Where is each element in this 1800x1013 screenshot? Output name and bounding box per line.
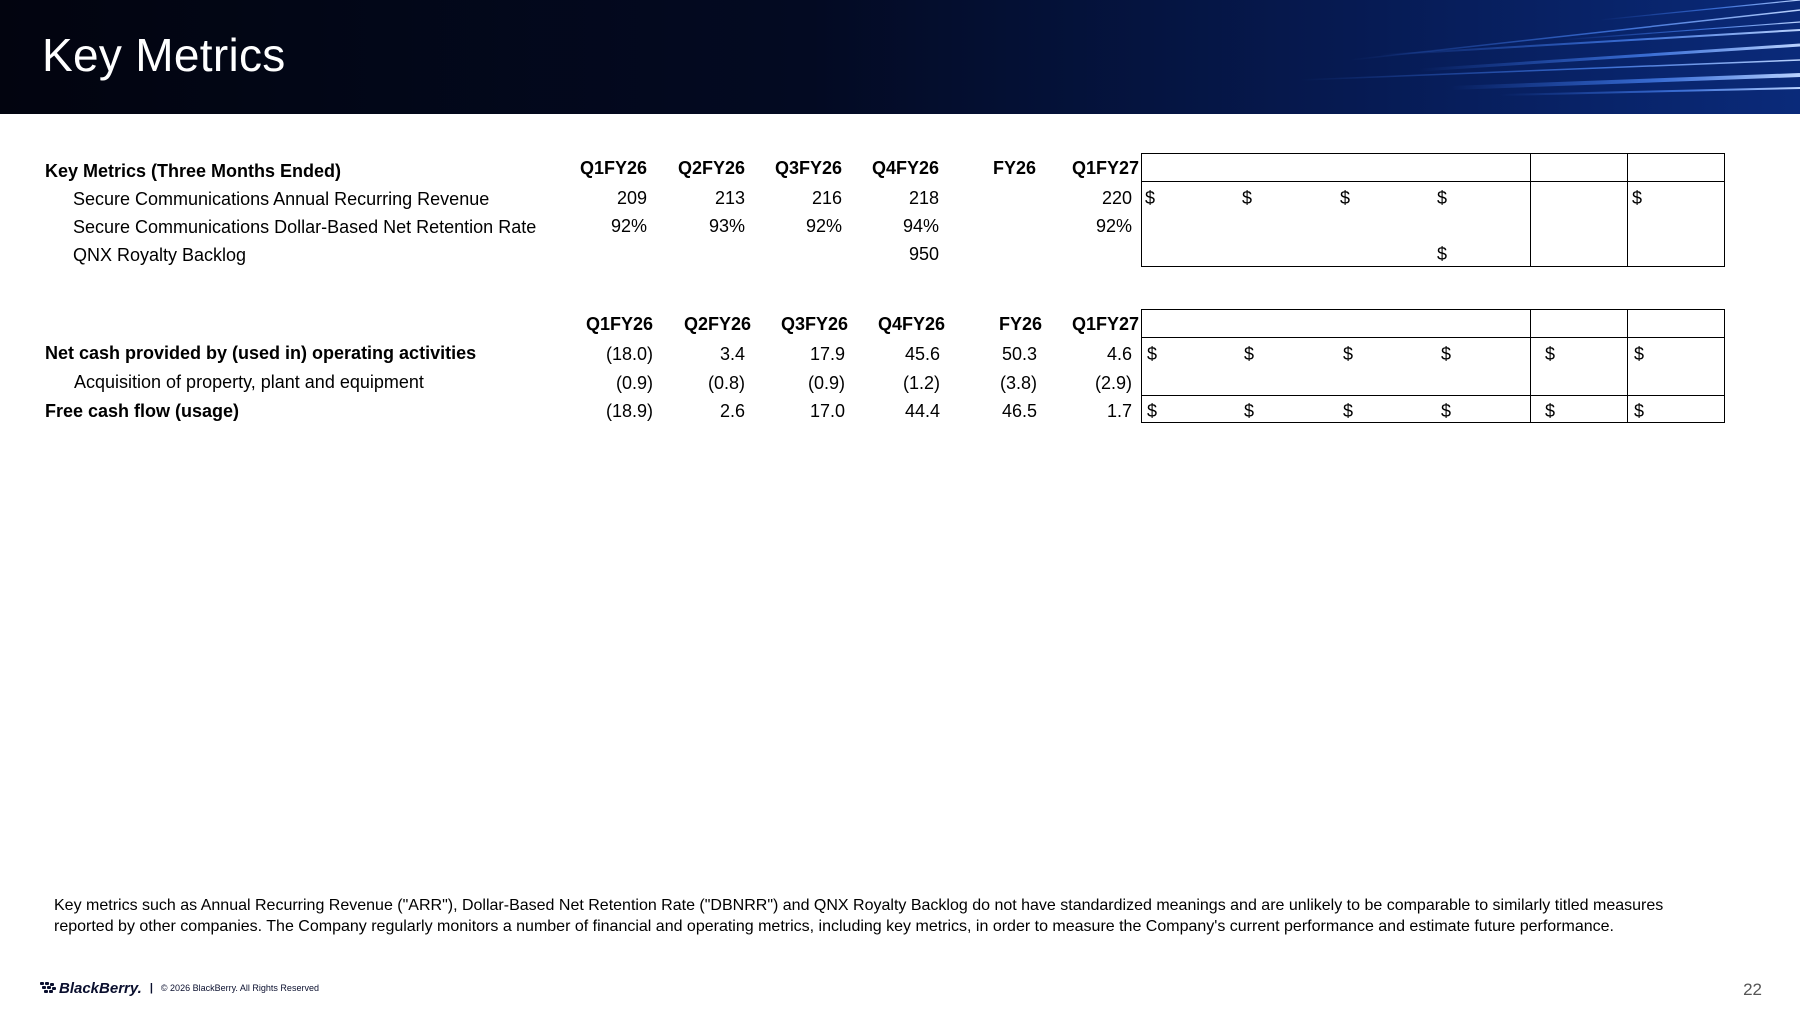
table1-fy-divider-left <box>1530 153 1531 267</box>
table2-dollar-sign: $ <box>1244 401 1255 421</box>
table2-cell-value: 45.6 <box>904 344 940 364</box>
table2-cell-value: 4.6 <box>1106 344 1132 364</box>
table2-dollar-sign: $ <box>1441 344 1452 364</box>
table2-cell-value: (0.9) <box>807 373 845 393</box>
table1-dollar-sign: $ <box>1242 188 1253 208</box>
table1-column-header: Q4FY26 <box>871 158 939 178</box>
table1-frame <box>1141 153 1725 267</box>
table1-cell-value: 209 <box>616 188 647 208</box>
table1-cell-value: 93% <box>708 216 745 236</box>
table2-subtotal-divider <box>1141 395 1725 396</box>
table2-cell-value: 46.5 <box>1001 401 1037 421</box>
table2-cell-value: 3.4 <box>719 344 745 364</box>
table2-cell-value: 50.3 <box>1001 344 1037 364</box>
table2-column-header: Q3FY26 <box>780 314 848 334</box>
table2-dollar-sign: $ <box>1244 344 1255 364</box>
table1-column-header: Q1FY26 <box>579 158 647 178</box>
table1-cell-value: 92% <box>1095 216 1132 236</box>
table1-column-header: FY26 <box>992 158 1036 178</box>
table1-header-divider <box>1141 181 1725 182</box>
footnote-text: Key metrics such as Annual Recurring Revenue ("ARR"), Dollar-Based Net Retention Rate ("DBNRR") and QNX Royalty Backlog do not have standardized meanings and are unlikely to be comparable to similarly titled measures reported by other companies. The Company regularly monitors a number of financial and operating metrics, including key metrics, in order to measure the Company's current performance and estimate future performance. <box>54 897 1664 935</box>
table2-dollar-sign: $ <box>1343 401 1354 421</box>
table2-cell-value: 44.4 <box>904 401 940 421</box>
blackberry-logo <box>40 978 319 998</box>
table1-cell-value: 94% <box>902 216 939 236</box>
table1-dollar-sign: $ <box>1437 188 1448 208</box>
table2-dollar-sign: $ <box>1343 344 1354 364</box>
table1-fy-divider-right <box>1627 153 1628 267</box>
row-label-dbnrr: Secure Communications Dollar-Based Net Retention Rate <box>73 217 537 237</box>
table1-dollar-sign: $ <box>1145 188 1156 208</box>
table1-column-header: Q2FY26 <box>677 158 745 178</box>
table1-cell-value: 216 <box>811 188 842 208</box>
table2-dollar-sign: $ <box>1634 401 1645 421</box>
table1-column-header: Q3FY26 <box>774 158 842 178</box>
table1-section-label: Key Metrics (Three Months Ended) <box>45 161 342 181</box>
table1-column-header: Q1FY27 <box>1071 158 1139 178</box>
table1-cell-value: 220 <box>1101 188 1132 208</box>
table2-dollar-sign: $ <box>1545 401 1556 421</box>
table2-dollar-sign: $ <box>1545 344 1556 364</box>
row-label-capex: Acquisition of property, plant and equipment <box>74 372 424 392</box>
row-label-operating-cash: Net cash provided by (used in) operating activities <box>45 343 477 363</box>
page-title: Key Metrics <box>42 29 286 81</box>
table2-fy-divider-right <box>1627 309 1628 423</box>
table2-cell-value: (18.0) <box>605 344 653 364</box>
table1-dollar-sign: $ <box>1437 244 1448 264</box>
table2-dollar-sign: $ <box>1147 344 1158 364</box>
table1-cell-value: 213 <box>714 188 745 208</box>
table1-cell-value: 92% <box>610 216 647 236</box>
table2-column-header: FY26 <box>998 314 1042 334</box>
table1-dollar-sign: $ <box>1632 188 1643 208</box>
table2-cell-value: (0.8) <box>707 373 745 393</box>
row-label-qnx-backlog: QNX Royalty Backlog <box>73 245 247 265</box>
table2-cell-value: (18.9) <box>605 401 653 421</box>
table1-cell-value: 218 <box>908 188 939 208</box>
table2-cell-value: 2.6 <box>719 401 745 421</box>
header-banner <box>0 0 1800 114</box>
table2-dollar-sign: $ <box>1441 401 1452 421</box>
table2-dollar-sign: $ <box>1147 401 1158 421</box>
table2-column-header: Q2FY26 <box>683 314 751 334</box>
blackberry-dots-icon <box>40 982 56 994</box>
table2-cell-value: (1.2) <box>902 373 940 393</box>
table2-header-divider <box>1141 337 1725 338</box>
table2-fy-divider-left <box>1530 309 1531 423</box>
row-label-free-cash-flow: Free cash flow (usage) <box>45 401 240 421</box>
table2-column-header: Q1FY26 <box>585 314 653 334</box>
page-number: 22 <box>1743 980 1762 999</box>
table1-cell-value: 92% <box>805 216 842 236</box>
logo-wordmark: BlackBerry. <box>59 979 142 997</box>
table2-cell-value: 17.9 <box>809 344 845 364</box>
copyright-text: © 2026 BlackBerry. All Rights Reserved <box>160 983 319 993</box>
table1-dollar-sign: $ <box>1340 188 1351 208</box>
footer-separator: | <box>149 982 153 994</box>
row-label-arr: Secure Communications Annual Recurring Revenue <box>73 189 490 209</box>
table2-column-header: Q4FY26 <box>877 314 945 334</box>
table2-cell-value: (3.8) <box>999 373 1037 393</box>
table1-cell-value: 950 <box>908 244 939 264</box>
table2-cell-value: 17.0 <box>809 401 845 421</box>
table2-cell-value: (0.9) <box>615 373 653 393</box>
table2-cell-value: 1.7 <box>1106 401 1132 421</box>
table2-cell-value: (2.9) <box>1094 373 1132 393</box>
table2-column-header: Q1FY27 <box>1071 314 1139 334</box>
table2-dollar-sign: $ <box>1634 344 1645 364</box>
